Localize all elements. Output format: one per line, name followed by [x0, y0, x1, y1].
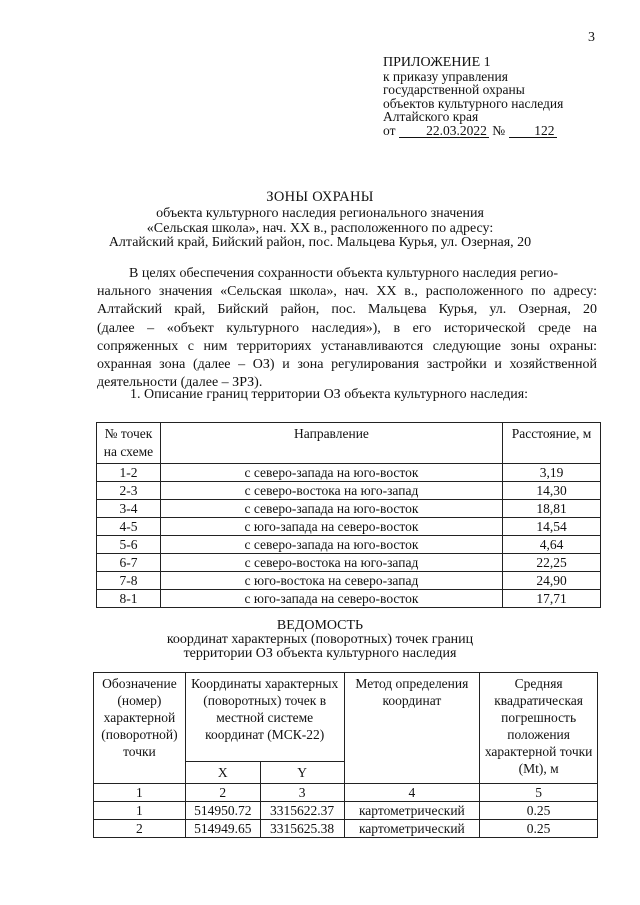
zones-title: ЗОНЫ ОХРАНЫ	[266, 189, 374, 205]
appendix-line: Алтайского края	[383, 109, 479, 125]
statement-subtitle	[0, 633, 640, 661]
intro-line: В целях обеспечения сохранности объекта культурного наследия регио-	[129, 266, 559, 281]
row-points: 5-6	[97, 536, 161, 554]
intro-line: деятельности (далее – ЗРЗ).	[97, 375, 263, 391]
table-row	[94, 802, 598, 820]
order-date: 22.03.2022	[399, 125, 489, 138]
subtitle-line: объекта культурного наследия регионального значения	[156, 206, 484, 221]
table-header-row	[94, 673, 598, 762]
row-points: 6-7	[97, 554, 161, 572]
row-points: 4-5	[97, 518, 161, 536]
row-distance: 17,71	[503, 590, 601, 608]
appendix-block	[383, 56, 563, 138]
row-points: 1-2	[97, 464, 161, 482]
subtitle-line: территории ОЗ объекта культурного наследия	[183, 646, 457, 661]
intro-line: нального значения «Сельская школа», нач. XX в., расположенного по адресу:	[97, 284, 597, 300]
section-heading: 1. Описание границ территории ОЗ объекта культурного наследия:	[130, 387, 529, 402]
page-number: 3	[588, 30, 595, 45]
intro-paragraph	[97, 265, 597, 392]
row-direction: с юго-запада на северо-восток	[160, 590, 502, 608]
table-header-row	[97, 423, 601, 464]
intro-line: Алтайский край, Бийский район, пос. Мальцева Курья, ул. Озерная, 20	[97, 302, 597, 318]
column-number: 5	[480, 784, 598, 802]
row-direction: с юго-востока на северо-запад	[160, 572, 502, 590]
intro-line: охранная зона (далее – ОЗ) и зона регулирования застройки и хозяйственной	[97, 357, 597, 373]
row-error: 0.25	[480, 820, 598, 838]
appendix-line: объектов культурного наследия	[383, 95, 564, 111]
appendix-line: к приказу управления	[383, 68, 508, 84]
appendix-line: государственной охраны	[383, 82, 525, 98]
row-error: 0.25	[480, 802, 598, 820]
row-distance: 24,90	[503, 572, 601, 590]
row-y: 3315622.37	[260, 802, 344, 820]
header-method: Метод определения координат	[344, 673, 480, 784]
header-designation: Обозначение (номер) характерной (поворотной) точки	[94, 673, 186, 784]
table-row	[94, 820, 598, 838]
table-row	[97, 500, 601, 518]
row-distance: 22,25	[503, 554, 601, 572]
row-method: картометрический	[344, 820, 480, 838]
row-direction: с северо-запада на юго-восток	[160, 500, 502, 518]
number-sign: №	[492, 122, 506, 138]
table-row	[97, 536, 601, 554]
column-number: 4	[344, 784, 480, 802]
row-points: 3-4	[97, 500, 161, 518]
table-row	[97, 518, 601, 536]
row-points: 2-3	[97, 482, 161, 500]
header-y: Y	[260, 761, 344, 783]
row-x: 514950.72	[185, 802, 260, 820]
row-direction: с северо-востока на юго-запад	[160, 554, 502, 572]
row-method: картометрический	[344, 802, 480, 820]
header-error: Средняя квадратическая погрешность положения характерной точки (Mt), м	[480, 673, 598, 784]
zones-subtitle	[0, 207, 640, 251]
header-distance: Расстояние, м	[503, 423, 601, 464]
order-number: 122	[509, 125, 557, 138]
row-distance: 14,54	[503, 518, 601, 536]
intro-line: сопряженных с ним территориях устанавливаются следующие зоны охраны:	[97, 338, 597, 354]
row-direction: с северо-запада на юго-восток	[160, 464, 502, 482]
header-coordinates: Координаты характерных (поворотных) точек в местной системе координат (МСК-22)	[185, 673, 344, 762]
coordinates-table	[93, 672, 598, 838]
row-direction: с юго-запада на северо-восток	[160, 518, 502, 536]
subtitle-line: «Сельская школа», нач. XX в., расположенного по адресу:	[146, 220, 494, 236]
intro-line: (далее – «объект культурного наследия»), в его исторической среде на	[97, 320, 597, 336]
row-distance: 3,19	[503, 464, 601, 482]
boundary-table	[96, 422, 601, 608]
column-number: 2	[185, 784, 260, 802]
row-points: 8-1	[97, 590, 161, 608]
table-row	[97, 572, 601, 590]
table-row	[97, 482, 601, 500]
row-designation: 2	[94, 820, 186, 838]
header-points: № точек на схеме	[97, 423, 161, 464]
header-direction: Направление	[160, 423, 502, 464]
column-number-row	[94, 784, 598, 802]
header-x: X	[185, 761, 260, 783]
column-number: 3	[260, 784, 344, 802]
row-designation: 1	[94, 802, 186, 820]
row-x: 514949.65	[185, 820, 260, 838]
row-distance: 14,30	[503, 482, 601, 500]
table-row	[97, 554, 601, 572]
statement-title: ВЕДОМОСТЬ	[276, 618, 364, 633]
column-number: 1	[94, 784, 186, 802]
appendix-date-line	[383, 124, 563, 138]
row-direction: с северо-востока на юго-запад	[160, 482, 502, 500]
subtitle-line: Алтайский край, Бийский район, пос. Мальцева Курья, ул. Озерная, 20	[108, 235, 532, 251]
appendix-title: ПРИЛОЖЕНИЕ 1	[383, 55, 491, 70]
row-y: 3315625.38	[260, 820, 344, 838]
date-prefix: от	[383, 122, 396, 138]
row-direction: с северо-запада на юго-восток	[160, 536, 502, 554]
row-points: 7-8	[97, 572, 161, 590]
row-distance: 18,81	[503, 500, 601, 518]
table-row	[97, 464, 601, 482]
row-distance: 4,64	[503, 536, 601, 554]
table-row	[97, 590, 601, 608]
subtitle-line: координат характерных (поворотных) точек границ	[166, 632, 474, 647]
